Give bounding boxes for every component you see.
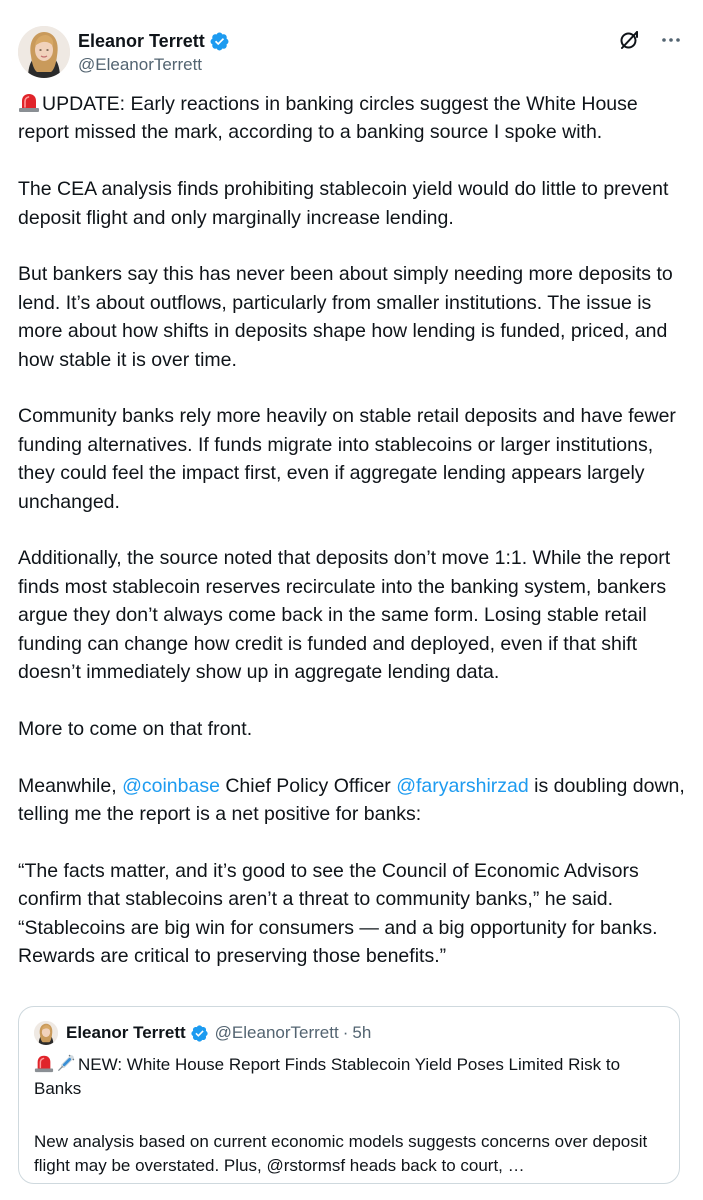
siren-emoji-icon [34,1053,54,1073]
more-options-button[interactable] [657,26,685,54]
grok-icon [617,28,641,52]
paragraph-7: Meanwhile, @coinbase Chief Policy Officer @faryarshirzad is doubling down, telling me the report is a net positive for banks: [18,774,685,826]
quoted-handle: @EleanorTerrett [214,1023,339,1042]
avatar-image [18,26,70,78]
paragraph-3: But bankers say this has never been about simply needing more deposits to lend. It’s about outflows, particularly from smaller institutions. The issue is more about how shifts in deposits shape how lending is funded, priced, and how stable it is over time. [18,263,673,371]
verified-badge-icon[interactable] [209,31,230,52]
paragraph-1: UPDATE: Early reactions in banking circles suggest the White House report missed the mark, according to a banking source I spoke with. [18,93,638,144]
avatar[interactable] [18,26,70,78]
header-actions [615,26,685,54]
quoted-tweet-header [34,1021,371,1045]
author-display-name[interactable]: Eleanor Terrett [78,30,205,51]
syringe-emoji-icon [56,1053,76,1073]
quoted-summary: New analysis based on current economic models suggests concerns over deposit flight may be overstated. Plus, @rstormsf heads back to court, … [34,1132,648,1175]
quoted-title: NEW: White House Report Finds Stablecoin Yield Poses Limited Risk to Banks [34,1055,621,1098]
mention-coinbase[interactable]: @coinbase [122,774,220,797]
quoted-avatar-image [34,1021,58,1045]
grok-button[interactable] [615,26,643,54]
quoted-timestamp[interactable]: 5h [352,1023,372,1042]
author-names [78,29,230,75]
quoted-verified-badge-icon [190,1024,209,1043]
paragraph-6: More to come on that front. [18,717,253,740]
tweet-header [18,26,685,82]
paragraph-5: Additionally, the source noted that deposits don’t move 1:1. While the report finds most stablecoin reserves recirculate into the banking system, bankers argue they don’t always come back in the same form. Losing stable retail funding can change how credit is funded and deployed, even if that shift doesn’t immediately show up in aggregate lending data. [18,547,671,684]
mention-faryarshirzad[interactable]: @faryarshirzad [396,774,529,797]
more-icon [660,29,682,51]
quoted-display-name: Eleanor Terrett [66,1023,186,1042]
quoted-separator: · [342,1023,349,1042]
quoted-tweet[interactable] [18,1006,680,1184]
paragraph-8: “The facts matter, and it’s good to see the Council of Economic Advisors confirm that stablecoins aren’t a threat to community banks,” he said. “Stablecoins are big win for consumers — and a big opportunity for banks. Rewards are critical to preserving those benefits.” [18,859,658,968]
paragraph-2: The CEA analysis finds prohibiting stablecoin yield would do little to prevent deposit flight and only marginally increase lending. [18,178,669,229]
quoted-avatar [34,1021,58,1045]
paragraph-4: Community banks rely more heavily on stable retail deposits and have fewer funding alternatives. If funds migrate into stablecoins or larger institutions, they could feel the impact first, even if aggregate lending appears largely unchanged. [18,405,676,513]
siren-emoji-icon [18,91,40,113]
tweet-text [18,90,688,999]
author-handle[interactable]: @EleanorTerrett [78,55,203,74]
